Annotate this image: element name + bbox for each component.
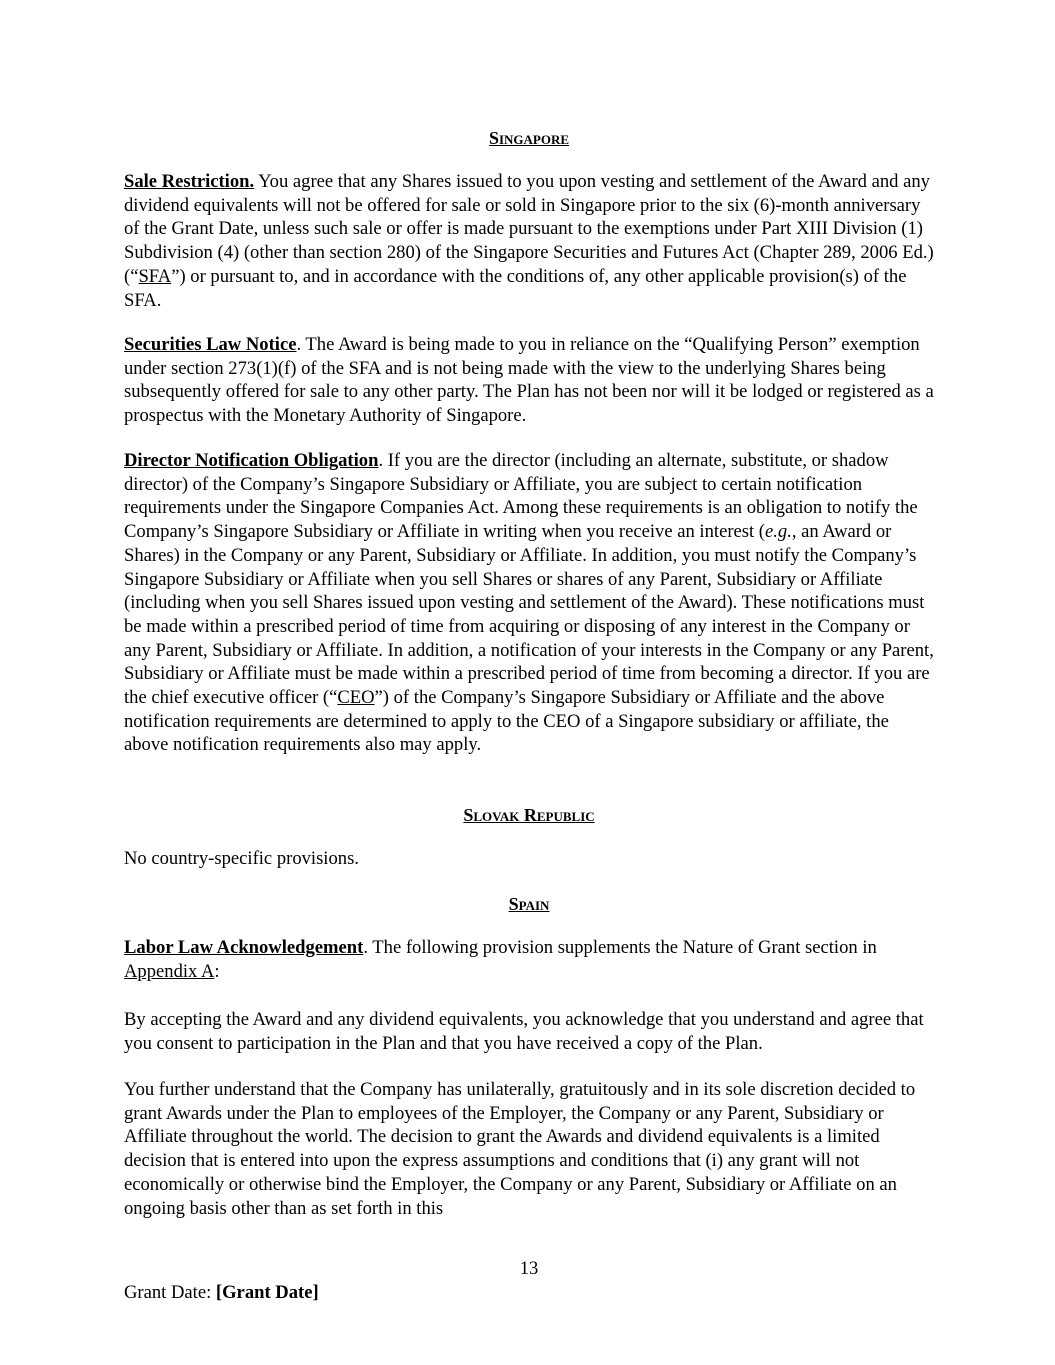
paragraph-spain-consent: By accepting the Award and any dividend equivalents, you acknowledge that you understand and agree that you consent to participation in the Plan and that you have received a copy of the Plan. <box>124 1009 924 1054</box>
paragraph-spain-discretion: You further understand that the Company has unilaterally, gratuitously and in its sole discretion decided to grant Awards under the Plan to employees of the Employer, the Company or any Parent, Subsidiary or Affiliate throughout the world. The decision to grant the Awards and dividend equivalents is a limited decision that is entered into upon the express assumptions and conditions that (i) any grant will not economically or otherwise bind the Employer, the Company or any Parent, Subsidiary or Affiliate on an ongoing basis other than as set forth in this <box>124 1079 916 1219</box>
director-notification-text: . If you are the director (including an alternate, substitute, or shadow director) of the Company’s Singapore Subsidiary or Affiliate, you are subject to certain notification requirements under the Singapore Companies Act. Among these requirements is an obligation to notify the Company’s Singapore Subsidiary or Affiliate in writing when you receive an interest ( <box>124 450 918 543</box>
securities-law-notice-title: Securities Law Notice <box>124 334 297 355</box>
footer-grant-date-value: [Grant Date] <box>215 1282 319 1303</box>
footer-grant-date-label: Grant Date: <box>124 1282 216 1303</box>
labor-law-text-end: : <box>214 960 220 982</box>
paragraph-sale-restriction <box>124 170 934 312</box>
director-notification-title: Director Notification Obligation <box>124 450 379 471</box>
eg-italic: e.g. <box>765 521 792 543</box>
securities-law-notice-text: . The Award is being made to you in reliance on the “Qualifying Person” exemption under section 273(1)(f) of the SFA and is not being made with the view to the underlying Shares being subsequently offered for sale to any other party. The Plan has not been nor will it be lodged or registered as a prospectus with the Monetary Authority of Singapore. <box>124 334 934 427</box>
footer-grant-date <box>124 1281 319 1305</box>
labor-law-text: . The following provision supplements the Nature of Grant section in <box>363 937 877 958</box>
appendix-a-reference: Appendix A <box>124 960 215 982</box>
page-number: 13 <box>519 1258 539 1279</box>
section-heading-singapore: Singapore <box>488 128 570 148</box>
paragraph-labor-law <box>124 936 934 983</box>
sfa-defined-term: SFA <box>138 265 172 287</box>
sale-restriction-title: Sale Restriction. <box>124 171 255 192</box>
director-notification-text-end: ”) of the Company’s Singapore Subsidiary or Affiliate and the above notification requirements are determined to apply to the CEO of a Singapore subsidiary or affiliate, the above notification requirements also may apply. <box>124 687 889 756</box>
sale-restriction-text: You agree that any Shares issued to you upon vesting and settlement of the Award and any dividend equivalents will not be offered for sale or sold in Singapore prior to the six (6)-month anniversary of the Grant Date, unless such sale or offer is made pursuant to the exemptions under Part XIII Division (1) Subdivision (4) (other than section 280) of the Singapore Securities and Futures Act (Chapter 289, 2006 Ed.) (“ <box>124 171 934 287</box>
sale-restriction-text-end: ”) or pursuant to, and in accordance with the conditions of, any other applicable provision(s) of the SFA. <box>124 265 907 311</box>
section-heading-slovak-republic: Slovak Republic <box>463 805 595 825</box>
labor-law-title: Labor Law Acknowledgement <box>124 937 364 958</box>
director-notification-text-mid: , an Award or Shares) in the Company or any Parent, Subsidiary or Affiliate. In addition, you must notify the Company’s Singapore Subsidiary or Affiliate when you sell Shares or shares of any Parent, Subsidiary or Affiliate (including when you sell Shares issued upon vesting and settlement of the Award). These notifications must be made within a prescribed period of time from acquiring or disposing of any interest in the Company or any Parent, Subsidiary or Affiliate. In addition, a notification of your interests in the Company or any Parent, Subsidiary or Affiliate must be made within a prescribed period of time from becoming a director. If you are the chief executive officer (“ <box>124 521 934 709</box>
paragraph-securities-law-notice <box>124 333 934 428</box>
paragraph-slovak: No country-specific provisions. <box>124 848 359 869</box>
section-heading-spain: Spain <box>508 894 550 914</box>
ceo-defined-term: CEO <box>337 687 375 709</box>
paragraph-director-notification <box>124 449 934 757</box>
